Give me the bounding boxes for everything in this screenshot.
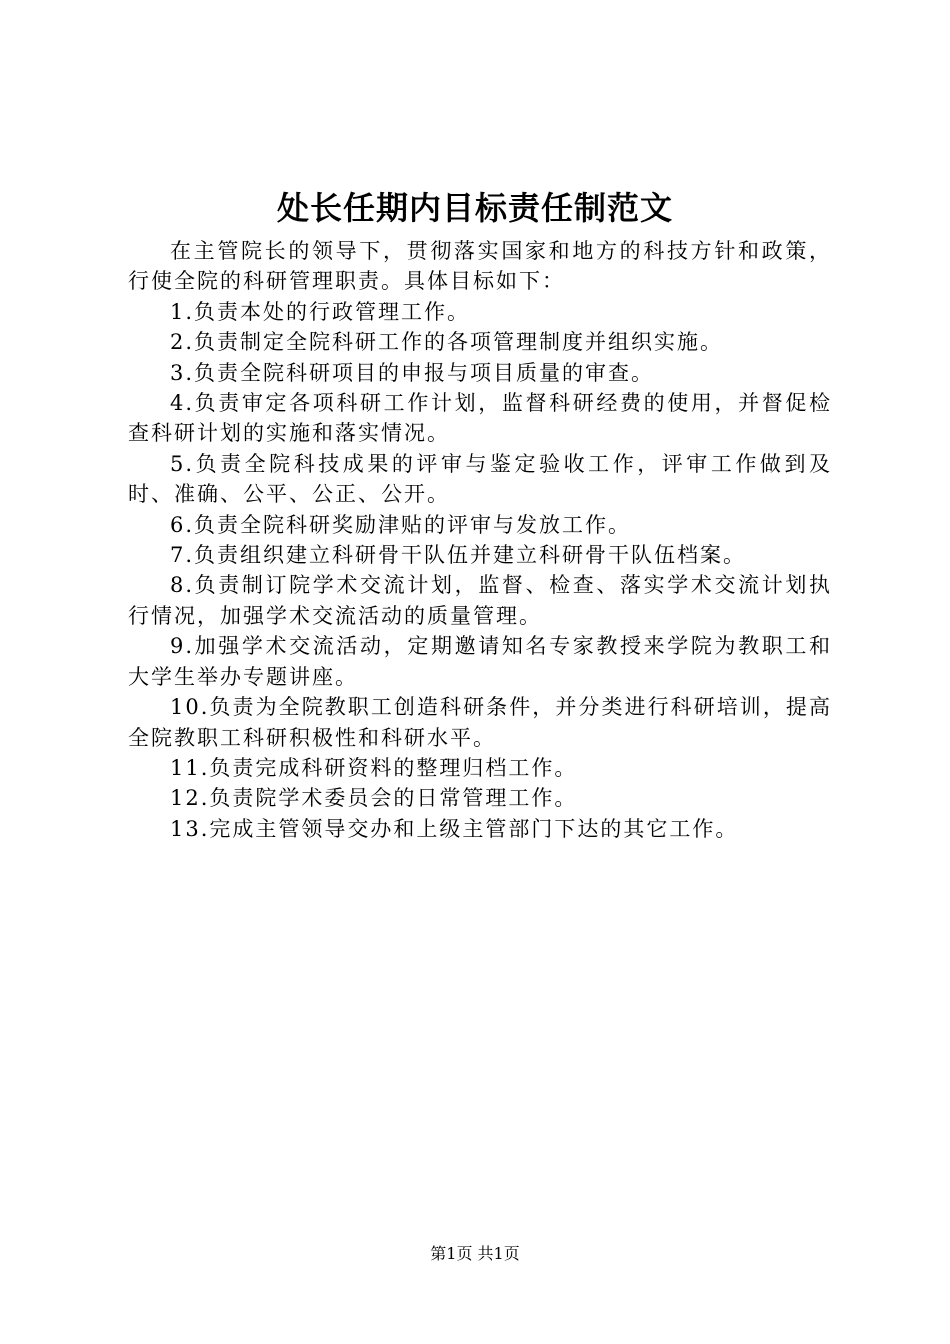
list-item: 6.负责全院科研奖励津贴的评审与发放工作。	[170, 512, 632, 537]
list-item: 11.负责完成科研资料的整理归档工作。	[170, 755, 578, 780]
list-item: 3.负责全院科研项目的申报与项目质量的审查。	[170, 360, 655, 385]
list-item: 13.完成主管领导交办和上级主管部门下达的其它工作。	[170, 816, 739, 841]
list-item: 7.负责组织建立科研骨干队伍并建立科研骨干队伍档案。	[170, 543, 747, 568]
list-item: 4.负责审定各项科研工作计划，监督科研经费的使用，并督促检查科研计划的实施和落实情况。	[128, 391, 832, 446]
list-item: 10.负责为全院教职工创造科研条件，并分类进行科研培训，提高全院教职工科研积极性和科研水平。	[128, 695, 832, 750]
list-item: 12.负责院学术委员会的日常管理工作。	[170, 786, 578, 811]
list-item: 1.负责本处的行政管理工作。	[170, 299, 471, 324]
document-title: 处长任期内目标责任制范文	[276, 189, 673, 227]
list-item: 8.负责制订院学术交流计划，监督、检查、落实学术交流计划执行情况，加强学术交流活动的质量管理。	[128, 573, 832, 628]
list-item: 9.加强学术交流活动，定期邀请知名专家教授来学院为教职工和大学生举办专题讲座。	[128, 634, 832, 689]
intro-paragraph: 在主管院长的领导下，贯彻落实国家和地方的科技方针和政策，行使全院的科研管理职责。具体目标如下：	[128, 239, 832, 294]
page-footer: 第1页 共1页	[430, 1244, 520, 1263]
document-body	[128, 236, 832, 844]
list-item: 5.负责全院科技成果的评审与鉴定验收工作，评审工作做到及时、准确、公平、公正、公开。	[128, 451, 832, 507]
list-item: 2.负责制定全院科研工作的各项管理制度并组织实施。	[170, 330, 724, 355]
